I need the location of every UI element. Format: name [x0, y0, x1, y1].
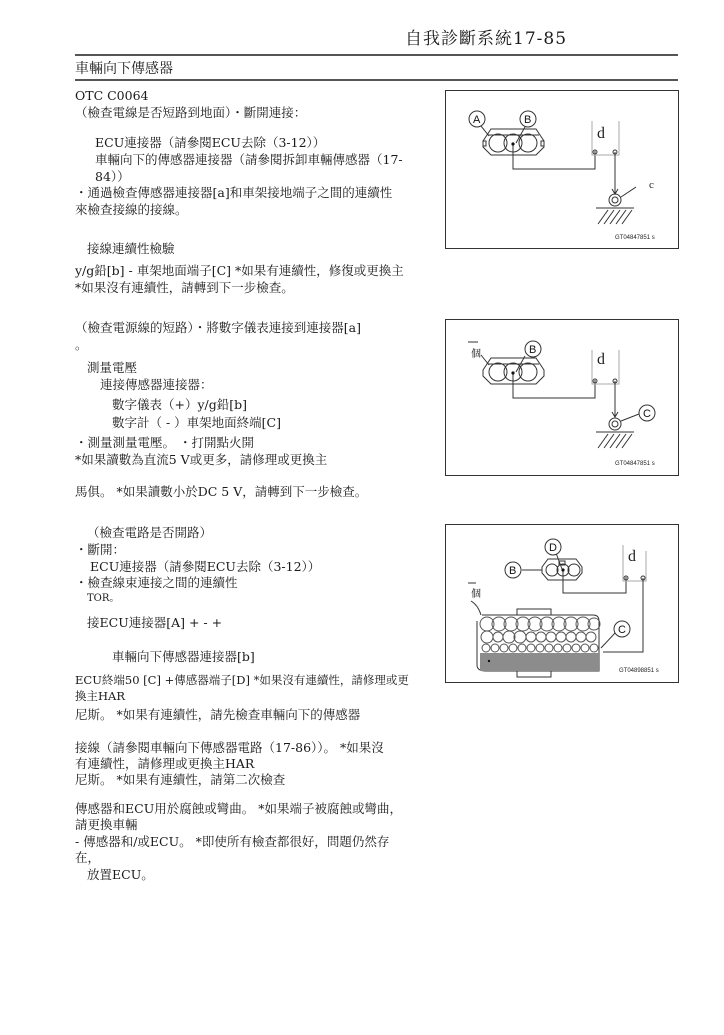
- measure-instruction: ・測量測量電壓。 ・打開點火開: [75, 435, 254, 450]
- step-short-power-heading: （檢查電源線的短路）・將數字儀表連接到連接器[a]: [75, 320, 361, 335]
- page-header-title: 自我診斷系統17-85: [405, 29, 568, 49]
- step-open-circuit-heading: （檢查電路是否開路）: [87, 525, 213, 540]
- disconnect-ecu-item: ECU連接器（請參閱ECU去除（3-12））: [95, 135, 326, 150]
- label-c: C: [643, 408, 651, 420]
- label-a: 個: [471, 349, 481, 360]
- final-check-1-cont: 請更換車輛: [75, 817, 138, 832]
- sensor-connector-label: 車輛向下傳感器連接器[b]: [112, 649, 255, 664]
- step-short-power-cont: 。: [75, 337, 88, 352]
- label-c: C: [618, 624, 626, 636]
- figure-1-ground-short-diagram: [445, 90, 679, 249]
- disconnect-sensor-item: 車輛向下的傳感器連接器（請參閱拆卸車輛傳感器（17-: [95, 152, 403, 167]
- open-result-3-cont: 有連續性，請修理或更換主HAR: [75, 756, 255, 771]
- wiring-diagram-3: [446, 525, 678, 682]
- final-check-3: 放置ECU。: [87, 867, 154, 882]
- final-check-2: - 傳感器和/或ECU。 *即使所有檢查都很好，問題仍然存: [75, 834, 390, 849]
- open-result-3: 接線（請參閱車輛向下傳感器電路（17-86））。 *如果沒: [75, 740, 384, 755]
- continuity-check-result-2: *如果沒有連續性，請轉到下一步檢查。: [75, 280, 294, 295]
- open-result-2: 尼斯。 *如果有連續性，請先檢查車輛向下的傳感器: [75, 707, 361, 722]
- label-a: 個: [471, 589, 481, 600]
- wiring-diagram-1: [446, 91, 678, 248]
- continuity-check-label: 接線連續性檢驗: [87, 241, 175, 256]
- open-result-1-cont: 換主HAR: [75, 689, 125, 703]
- continuity-check-result-1: y/g鉛[b] - 車架地面端子[C] *如果有連續性，修復或更換主: [75, 263, 404, 278]
- ecu-shaded-area: [480, 653, 599, 671]
- label-a: A: [473, 114, 481, 126]
- figure-caption: GT04847851 s: [615, 461, 655, 467]
- header-rule-bottom: [75, 79, 678, 81]
- measure-voltage-label: 測量電壓: [87, 360, 138, 375]
- meter-label: d: [597, 125, 605, 142]
- voltage-result-2: 馬俱。 *如果讀數小於DC 5 V，請轉到下一步檢查。: [75, 484, 368, 499]
- open-result-1: ECU終端50 [C] +傳感器端子[D] *如果沒有連續性，請修理或更: [75, 673, 409, 687]
- tor-text: TOR。: [87, 593, 120, 604]
- check-instruction: ・通過檢查傳感器連接器[a]和車架接地端子之間的連續性: [75, 185, 393, 200]
- figure-3-open-circuit-diagram: [445, 524, 679, 683]
- step-short-ground-heading: （檢查電線是否短路到地面）・斷開連接：: [75, 105, 307, 120]
- ecu-connector-label: 接ECU連接器[A] + - +: [87, 615, 223, 630]
- label-d: D: [549, 542, 557, 554]
- section-title: 車輛向下傳感器: [75, 61, 173, 77]
- wiring-diagram-2: [446, 320, 678, 475]
- disconnect-label: ・斷開：: [75, 542, 126, 557]
- disconnect-ecu-item-2: ECU連接器（請參閱ECU去除（3-12））: [90, 559, 321, 574]
- label-b: B: [529, 344, 537, 356]
- voltage-result-1: *如果讀數為直流5 V或更多，請修理或更換主: [75, 452, 328, 467]
- disconnect-sensor-item-cont: 84））: [95, 169, 130, 184]
- figure-caption: GT04847851 s: [615, 235, 655, 241]
- final-check-1: 傳感器和ECU用於腐蝕或彎曲。 *如果端子被腐蝕或彎曲，: [75, 801, 402, 816]
- meter-negative: 數字計（ - ）車架地面終端[C]: [112, 415, 281, 430]
- open-result-4: 尼斯。 *如果有連續性，請第二次檢查: [75, 772, 286, 787]
- figure-2-power-short-diagram: [445, 319, 679, 476]
- dtc-code: OTC C0064: [75, 88, 149, 103]
- connect-sensor-label: 連接傳感器連接器：: [100, 377, 213, 392]
- meter-positive: 數字儀表（+）y/g鉛[b]: [112, 397, 248, 412]
- meter-label: d: [597, 351, 605, 368]
- check-harness-continuity: ・檢查線束連接之間的連續性: [75, 575, 238, 590]
- label-b: B: [509, 565, 517, 577]
- figure-caption: GT04898851 s: [619, 668, 659, 674]
- meter-label: d: [628, 548, 636, 565]
- header-rule-top: [75, 54, 678, 56]
- check-instruction-cont: 來檢查接線的接線。: [75, 202, 188, 217]
- label-b: B: [524, 114, 532, 126]
- ground-label: c: [649, 179, 654, 191]
- final-check-2-cont: 在，: [75, 850, 101, 865]
